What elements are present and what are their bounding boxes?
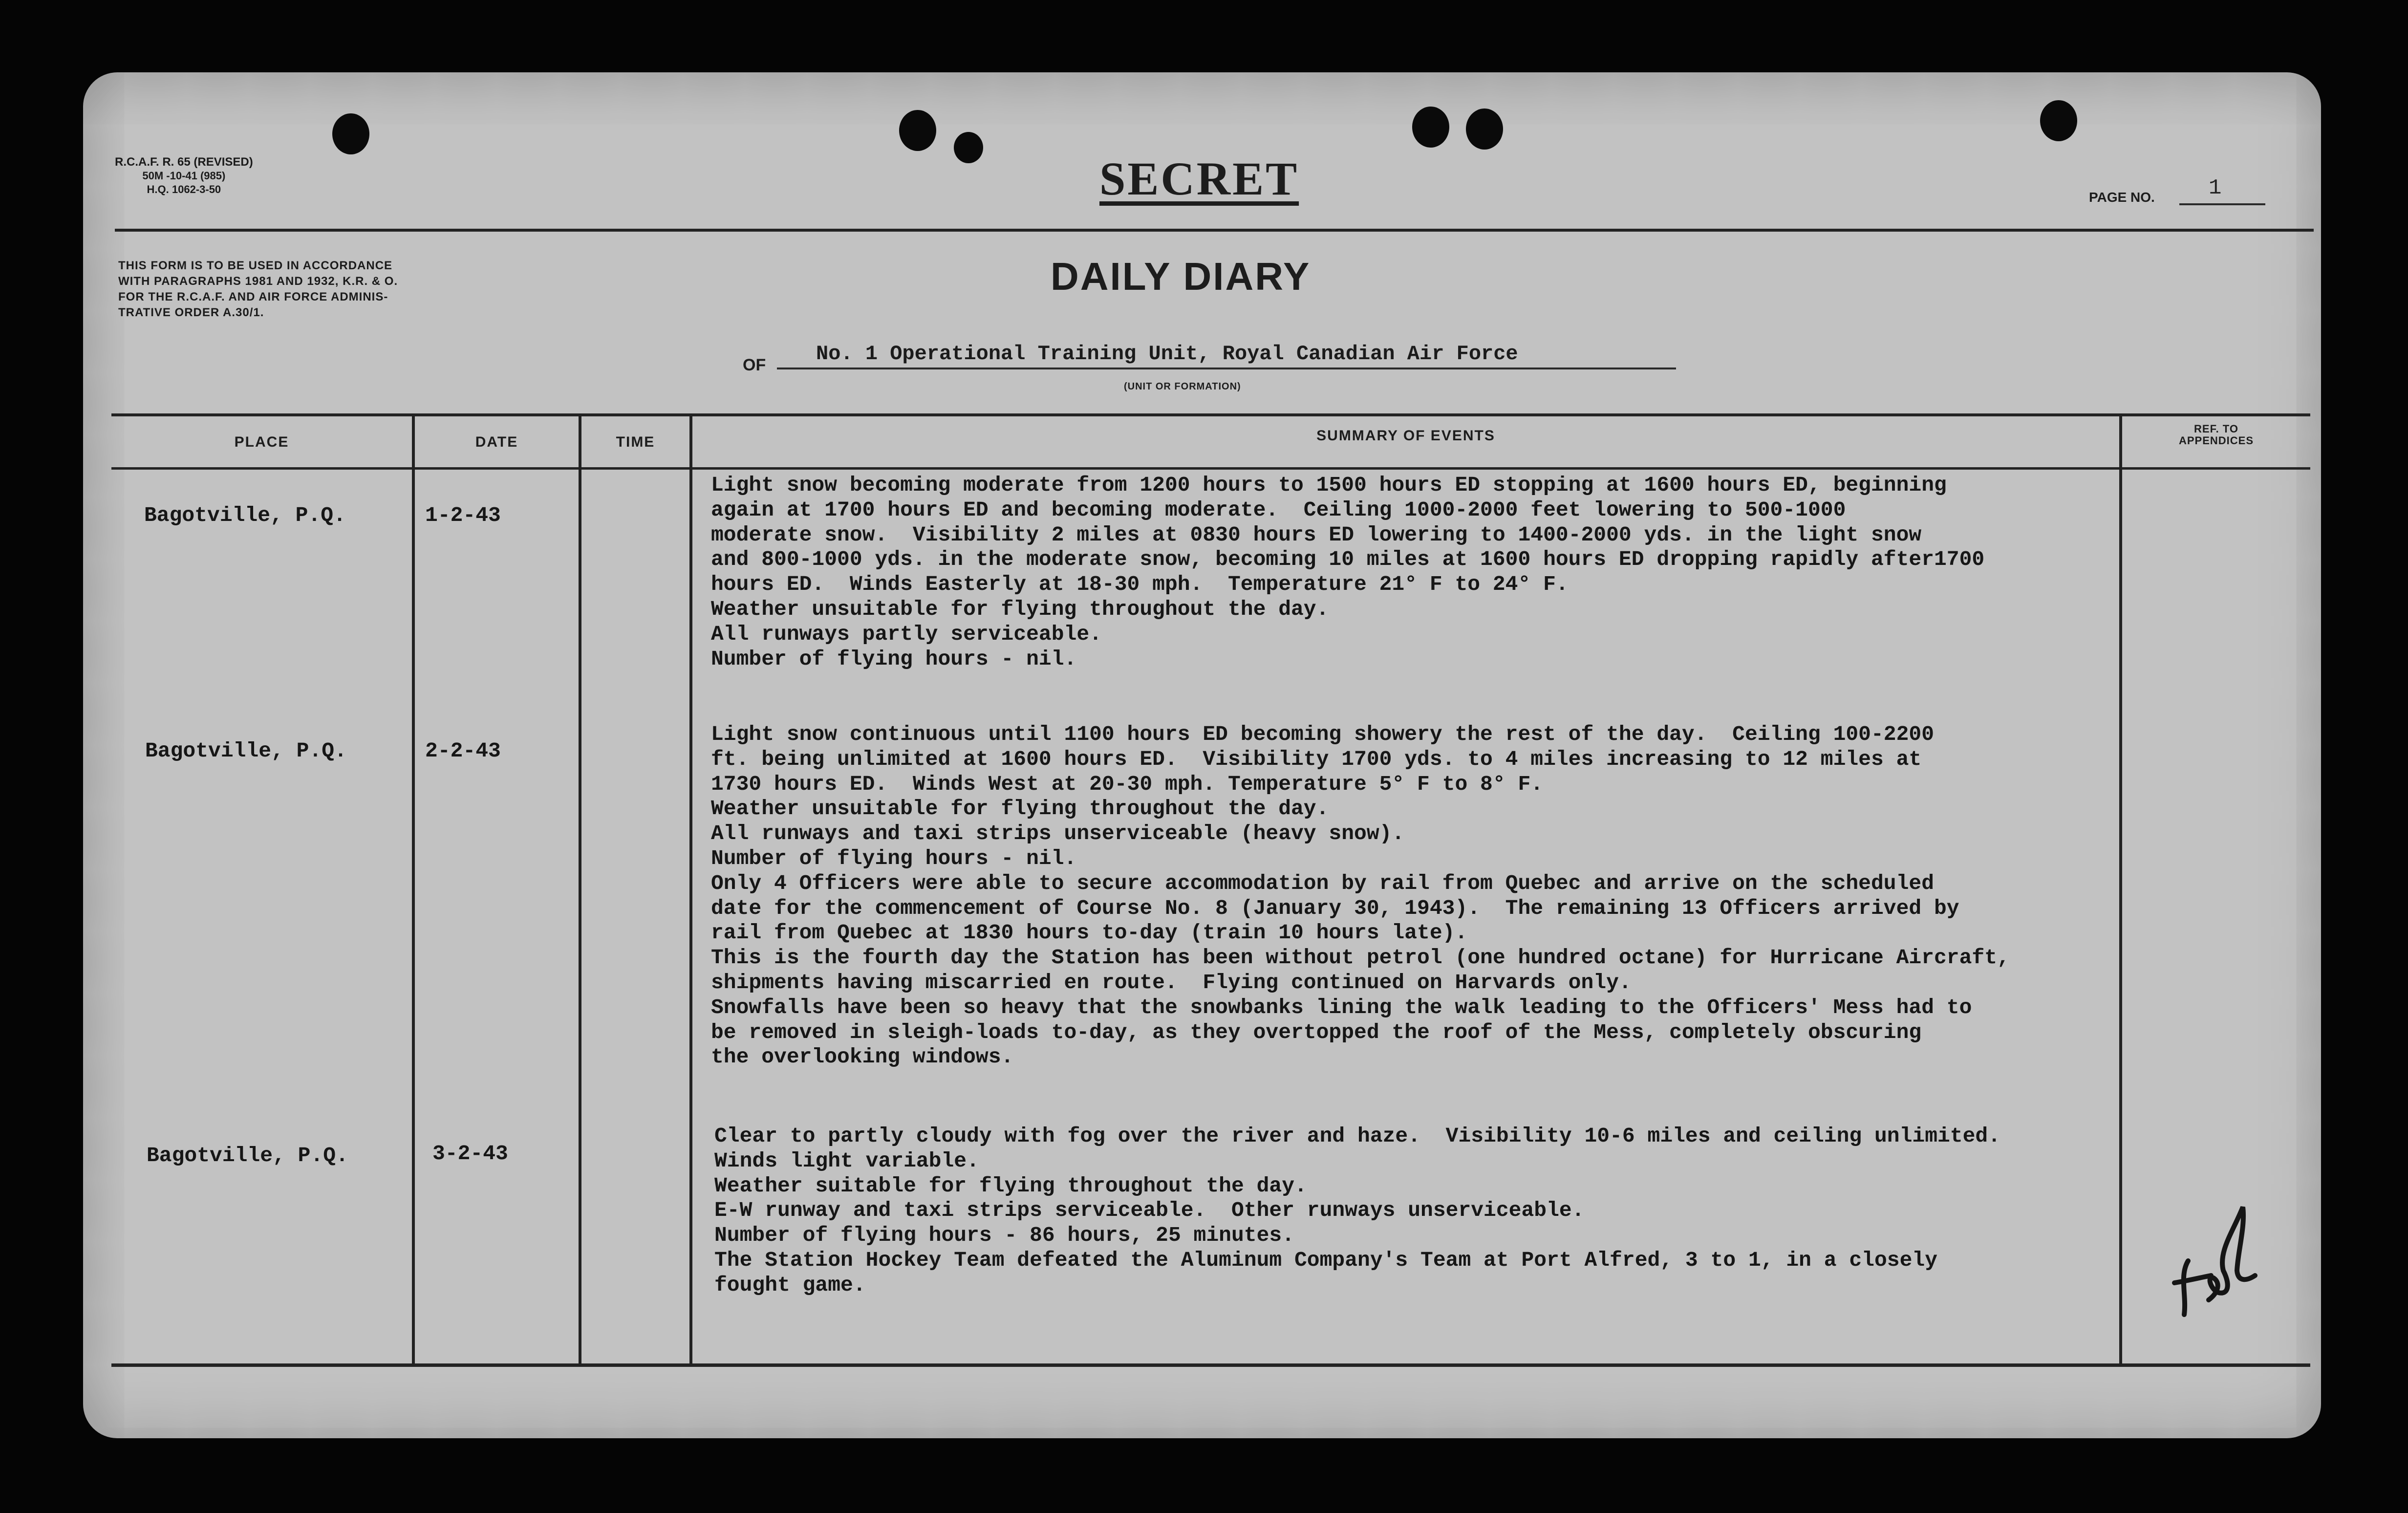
instruction-line: TRATIVE ORDER A.30/1.	[118, 306, 264, 319]
classification-heading: SECRET	[1099, 152, 1299, 205]
punch-hole	[2040, 100, 2077, 141]
summary-line: Weather suitable for flying throughout the day.	[714, 1173, 1307, 1198]
summary-line: moderate snow. Visibility 2 miles at 0830 hours ED lowering to 1400-2000 yds. in the light snow	[711, 522, 1922, 547]
unit-name: No. 1 Operational Training Unit, Royal Canadian Air Force	[816, 342, 1518, 366]
table-top-rule	[111, 413, 2310, 416]
page-number-label: PAGE NO.	[2089, 190, 2155, 205]
column-divider	[2119, 413, 2122, 1366]
column-divider	[579, 413, 581, 1366]
punch-hole	[1412, 107, 1449, 148]
summary-line: All runways and taxi strips unserviceable (heavy snow).	[711, 821, 1405, 846]
summary-line: Light snow continuous until 1100 hours ED becoming showery the rest of the day. Ceiling 100-2200	[711, 722, 1935, 746]
page-number-value: 1	[2209, 176, 2222, 200]
summary-line: The Station Hockey Team defeated the Aluminum Company's Team at Port Alfred, 3 to 1, in a closely	[714, 1248, 1938, 1272]
summary-line: Only 4 Officers were able to secure accommodation by rail from Quebec and arrive on the scheduled	[711, 871, 1935, 895]
column-header-time: TIME	[616, 434, 655, 450]
summary-line: Light snow becoming moderate from 1200 hours to 1500 hours ED stopping at 1600 hours ED, beginning	[711, 473, 1947, 497]
unit-caption: (UNIT OR FORMATION)	[1124, 381, 1241, 392]
entry-date: 3-2-43	[432, 1142, 508, 1166]
entry-summary	[711, 722, 2010, 1070]
summary-line: shipments having miscarried en route. Flying continued on Harvards only.	[711, 970, 1632, 994]
summary-line: Number of flying hours - 86 hours, 25 minutes.	[714, 1223, 1294, 1248]
form-code-line: 50M -10-41 (985)	[142, 170, 226, 182]
summary-line: Number of flying hours - nil.	[711, 647, 1077, 671]
summary-line: and 800-1000 yds. in the moderate snow, becoming 10 miles at 1600 hours ED dropping rapidly after1700	[711, 547, 1985, 572]
header-rule	[115, 229, 2314, 232]
entry-place: Bagotville, P.Q.	[147, 1144, 348, 1167]
summary-line: Number of flying hours - nil.	[711, 846, 1077, 870]
summary-line: Winds light variable.	[714, 1148, 979, 1173]
entry-summary	[711, 473, 1984, 671]
summary-line: All runways partly serviceable.	[711, 622, 1102, 646]
entry-date: 1-2-43	[425, 503, 501, 527]
handwritten-initials	[2165, 1197, 2262, 1324]
page-number-rule	[2179, 203, 2265, 205]
summary-line: ft. being unlimited at 1600 hours ED. Visibility 1700 yds. to 4 miles increasing to 12 miles at	[711, 747, 1922, 771]
summary-line: the overlooking windows.	[711, 1045, 1014, 1069]
of-label: OF	[743, 356, 766, 374]
summary-line: E-W runway and taxi strips serviceable. Other runways unserviceable.	[714, 1198, 1585, 1223]
column-divider	[689, 413, 692, 1366]
ref-header-line: REF. TO	[2194, 423, 2238, 435]
instruction-line: FOR THE R.C.A.F. AND AIR FORCE ADMINIS-	[118, 290, 388, 303]
summary-line: be removed in sleigh-loads to-day, as they overtopped the roof of the Mess, completely obscuring	[711, 1020, 1922, 1044]
column-divider	[412, 413, 415, 1366]
summary-line: fought game.	[714, 1273, 866, 1297]
summary-line: Weather unsuitable for flying throughout the day.	[711, 797, 1329, 821]
summary-line: Weather unsuitable for flying throughout the day.	[711, 597, 1329, 621]
table-header-rule	[111, 467, 2310, 470]
summary-line: This is the fourth day the Station has been without petrol (one hundred octane) for Hurricane Aircraft,	[711, 946, 2010, 970]
unit-rule	[777, 367, 1676, 369]
summary-line: date for the commencement of Course No. 8 (January 30, 1943). The remaining 13 Officers arrived by	[711, 896, 1959, 920]
column-header-place: PLACE	[234, 434, 289, 450]
punch-hole	[1466, 108, 1503, 150]
form-title: DAILY DIARY	[1051, 255, 1311, 298]
instruction-line: THIS FORM IS TO BE USED IN ACCORDANCE	[118, 259, 393, 272]
form-code	[115, 155, 253, 196]
column-header-date: DATE	[475, 434, 518, 450]
entry-date: 2-2-43	[425, 739, 501, 763]
form-instructions	[118, 258, 398, 321]
punch-hole	[332, 113, 369, 154]
form-code-line: H.Q. 1062-3-50	[147, 183, 221, 195]
entry-summary	[714, 1124, 2000, 1298]
table-bottom-rule	[111, 1363, 2310, 1367]
column-header-ref	[2122, 423, 2310, 447]
summary-line: Clear to partly cloudy with fog over the river and haze. Visibility 10-6 miles and ceiling unlimited.	[714, 1124, 2001, 1148]
instruction-line: WITH PARAGRAPHS 1981 AND 1932, K.R. & O.	[118, 275, 398, 288]
summary-line: again at 1700 hours ED and becoming moderate. Ceiling 1000-2000 feet lowering to 500-1000	[711, 497, 1846, 522]
form-code-line: R.C.A.F. R. 65 (REVISED)	[115, 155, 253, 169]
entry-place: Bagotville, P.Q.	[145, 739, 347, 763]
summary-line: Snowfalls have been so heavy that the snowbanks lining the walk leading to the Officers' Mess had to	[711, 995, 1972, 1019]
ref-header-line: APPENDICES	[2178, 434, 2254, 447]
column-header-summary: SUMMARY OF EVENTS	[1316, 428, 1495, 444]
entry-place: Bagotville, P.Q.	[144, 503, 346, 527]
summary-line: rail from Quebec at 1830 hours to-day (train 10 hours late).	[711, 921, 1468, 945]
summary-line: 1730 hours ED. Winds West at 20-30 mph. Temperature 5° F to 8° F.	[711, 772, 1544, 796]
summary-line: hours ED. Winds Easterly at 18-30 mph. Temperature 21° F to 24° F.	[711, 572, 1569, 597]
punch-hole	[899, 110, 936, 151]
punch-hole	[954, 132, 983, 163]
